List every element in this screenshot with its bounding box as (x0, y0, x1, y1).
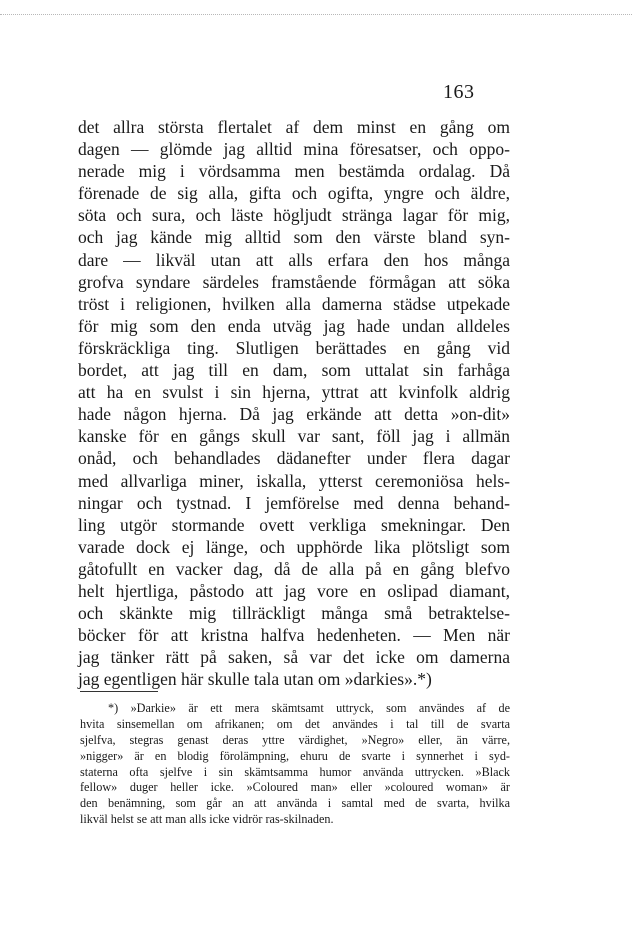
body-line: tröst i religionen, hvilken alla damerna städse utpekade (78, 293, 510, 314)
body-line: att ha en svulst i sin hjerna, yttrat att kvinfolk aldrig (78, 382, 510, 403)
footnote-line: likväl helst se att man alls icke vidrör ras-skilnaden. (80, 812, 334, 827)
scan-top-edge (0, 14, 632, 15)
body-text (78, 116, 510, 690)
footnote-separator (80, 691, 158, 692)
footnote-line: staterna ofta sjelfve i sin skämtsamma humor använda uttrycken. »Black (80, 764, 510, 779)
body-line: nerade mig i vördsamma men bestämda ordalag. Då (78, 161, 510, 182)
page-number: 163 (443, 81, 475, 103)
body-line: jag egentligen här skulle tala utan om »darkies».*) (78, 669, 432, 690)
body-line: bordet, att jag till en dam, som uttalat sin farhåga (78, 360, 510, 381)
body-line: grofva syndare särdeles framstående förmågan att söka (78, 271, 510, 292)
body-line: gåtofullt en vacker dag, då de alla på en gång blefvo (78, 558, 510, 579)
body-line: det allra största flertalet af dem minst en gång om (78, 117, 510, 137)
body-line: för mig som den enda utväg jag hade undan alldeles (78, 315, 510, 336)
footnote-line: *) »Darkie» är ett mera skämtsamt uttryck, som användes af de (108, 701, 510, 715)
body-line: varade dock ej länge, och upphörde lika plötsligt som (78, 536, 510, 557)
footnote-line: hvita sinsemellan om afrikanen; om det användes i tal till de svarta (80, 716, 510, 731)
footnote-line: den benämning, som går an att använda i samtal med de svarta, hvilka (80, 796, 510, 811)
body-line: förenade de sig alla, gifta och ogifta, yngre och äldre, (78, 183, 510, 204)
footnote-line: »nigger» är en blodig förolämpning, ehuru de svarte i synnerhet i syd- (80, 748, 510, 763)
body-line: dare — likväl utan att alls erfara den hos många (78, 249, 510, 270)
body-line: ling utgör stormande ovett verkliga smekningar. Den (78, 514, 510, 535)
body-line: och jag kände mig alltid som den värste bland syn- (78, 227, 510, 248)
footnote-line: fellow» duger heller icke. »Coloured man» eller »coloured woman» är (80, 780, 510, 795)
body-line: böcker för att kristna halfva hedenheten. — Men när (78, 625, 510, 646)
body-line: ningar och tystnad. I jemförelse med denna behand- (78, 492, 510, 513)
footnote-line: sjelfva, stegras genast deras yttre värdighet, »Negro» eller, än värre, (80, 732, 510, 747)
footnote (80, 701, 510, 828)
body-line: dagen — glömde jag alltid mina föresatser, och oppo- (78, 139, 510, 160)
body-line: onåd, och behandlades dädanefter under flera dagar (78, 448, 510, 469)
body-line: förskräckliga ting. Slutligen berättades en gång vid (78, 337, 510, 358)
body-line: hade någon hjerna. Då jag erkände att detta »on-dit» (78, 404, 510, 425)
body-line: kanske för en gångs skull var sant, föll jag i allmän (78, 426, 510, 447)
body-line: med allvarliga miner, iskalla, ytterst ceremoniösa hels- (78, 470, 510, 491)
body-line: jag tänker rätt på saken, så var det icke om damerna (78, 647, 510, 668)
body-line: helt hjertliga, påstodo att jag vore en oslipad diamant, (78, 580, 510, 601)
body-line: söta och sura, och läste högljudt stränga lagar för mig, (78, 205, 510, 226)
body-line: och skänkte mig tillräckligt många små betraktelse- (78, 603, 510, 624)
